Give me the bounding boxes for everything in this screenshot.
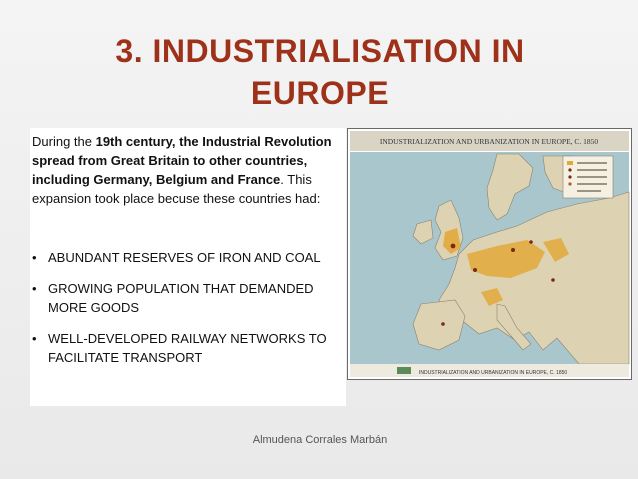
map-city-dot: [529, 240, 533, 244]
intro-text-1: During the: [32, 134, 96, 149]
bullet-list: [32, 248, 342, 379]
footer-author: Almudena Corrales Marbán: [252, 434, 388, 446]
bullet-text: ABUNDANT RESERVES OF IRON AND COAL: [48, 250, 321, 265]
map-logo: [397, 367, 411, 374]
map-legend-line: [577, 183, 607, 185]
bullet-icon: •: [32, 331, 37, 346]
bullet-icon: •: [32, 250, 37, 265]
bullet-text: WELL-DEVELOPED RAILWAY NETWORKS TO FACILITATE TRANSPORT: [48, 331, 327, 365]
bullet-item: [32, 279, 342, 317]
map-city-dot: [551, 278, 555, 282]
map-city-dot: [511, 248, 515, 252]
europe-map-image: [347, 128, 632, 380]
map-legend-swatch: [567, 161, 573, 165]
map-legend-line: [577, 169, 607, 171]
map-legend-line: [577, 190, 601, 192]
map-graphic: [347, 128, 632, 380]
map-caption: INDUSTRIALIZATION AND URBANIZATION IN EUROPE, C. 1850: [419, 370, 568, 376]
map-legend-swatch: [568, 168, 571, 171]
map-city-dot: [473, 268, 477, 272]
map-legend-line: [577, 176, 607, 178]
intro-bold-text: 19th century, the Industrial Revolution spread from Great Britain to other countries, including Germany, Belgium and France: [32, 134, 332, 187]
intro-paragraph: [32, 132, 337, 208]
intro-text-2: . This expansion took place becuse these countries had:: [32, 172, 321, 206]
title-line-2: EUROPE: [250, 75, 390, 111]
bullet-text: GROWING POPULATION THAT DEMANDED MORE GOODS: [48, 281, 314, 315]
map-legend-swatch: [568, 182, 571, 185]
bullet-item: [32, 248, 342, 267]
map-legend-swatch: [568, 175, 571, 178]
bullet-item: [32, 329, 342, 367]
map-city-dot: [451, 244, 456, 249]
bullet-icon: •: [32, 281, 37, 296]
title-line-1: 3. INDUSTRIALISATION IN: [115, 33, 525, 69]
map-city-dot: [441, 322, 445, 326]
map-legend-line: [577, 162, 607, 164]
map-title: INDUSTRIALIZATION AND URBANIZATION IN EUROPE, C. 1850: [379, 137, 599, 146]
slide-title: [40, 30, 600, 114]
